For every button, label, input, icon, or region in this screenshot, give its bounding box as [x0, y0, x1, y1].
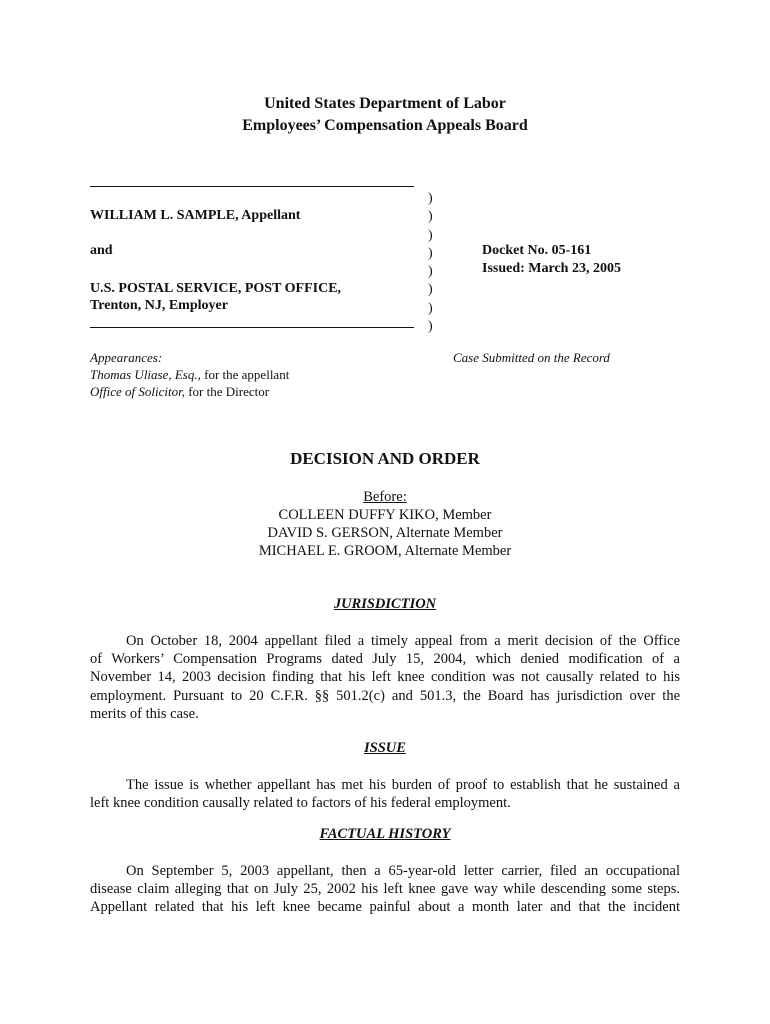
issue-paragraph	[90, 776, 680, 812]
caption-and: and	[90, 243, 113, 258]
appearances-label: Appearances:	[90, 350, 163, 365]
agency-heading: United States Department of Labor	[264, 95, 506, 112]
appellant-rep-role: for the appellant	[200, 367, 290, 382]
before-label: Before:	[363, 489, 407, 505]
paren: )	[428, 191, 433, 206]
board-member: DAVID S. GERSON, Alternate Member	[267, 525, 503, 541]
appellant-representative	[90, 367, 289, 383]
paragraph-line: left knee condition causally related to factors of his federal employment.	[90, 795, 511, 812]
paragraph-line: On October 18, 2004 appellant filed a timely appeal from a merit decision of the Office	[126, 633, 680, 649]
paragraph-line: November 14, 2003 decision finding that his left knee condition was not causally related to his	[90, 669, 680, 686]
factual-history-heading: FACTUAL HISTORY	[319, 826, 451, 842]
paren: )	[428, 245, 433, 261]
paragraph-line: of Workers’ Compensation Programs dated July 15, 2004, which denied modification of a	[90, 651, 680, 668]
director-rep-name: Office of Solicitor,	[90, 384, 185, 399]
employer-line-1: U.S. POSTAL SERVICE, POST OFFICE,	[90, 281, 342, 296]
paragraph-line: employment. Pursuant to 20 C.F.R. §§ 501.2(c) and 501.3, the Board has jurisdiction over the	[90, 687, 680, 704]
caption-top-rule	[90, 186, 414, 187]
paren: )	[428, 300, 433, 316]
board-member: COLLEEN DUFFY KIKO, Member	[278, 507, 492, 523]
jurisdiction-paragraph	[90, 632, 680, 723]
board-member: MICHAEL E. GROOM, Alternate Member	[258, 543, 512, 559]
appellant-name: WILLIAM L. SAMPLE, Appellant	[90, 208, 301, 223]
decision-title: DECISION AND ORDER	[290, 449, 480, 468]
paren: )	[428, 319, 433, 335]
paren: )	[428, 209, 433, 225]
employer-line-2: Trenton, NJ, Employer	[90, 298, 228, 313]
paragraph-line: disease claim alleging that on July 25, 2002 his left knee gave way while descending some steps.	[90, 881, 680, 898]
caption-bottom-rule	[90, 327, 414, 328]
issue-heading: ISSUE	[364, 740, 406, 756]
paragraph-line: merits of this case.	[90, 705, 199, 722]
appellant-rep-name: Thomas Uliase, Esq.,	[90, 367, 201, 382]
director-representative	[90, 384, 269, 400]
paren: )	[428, 264, 433, 280]
paragraph-line: Appellant related that his left knee became painful about a month later and that the incident	[90, 899, 680, 916]
paragraph-line: The issue is whether appellant has met his burden of proof to establish that he sustained a	[126, 777, 680, 793]
record-note: Case Submitted on the Record	[453, 350, 610, 365]
caption-parentheses	[428, 190, 433, 336]
paragraph-line: On September 5, 2003 appellant, then a 65-year-old letter carrier, filed an occupational	[126, 863, 680, 879]
issued-date: Issued: March 23, 2005	[482, 261, 621, 276]
board-heading: Employees’ Compensation Appeals Board	[242, 117, 528, 134]
paren: )	[428, 282, 433, 298]
paren: )	[428, 227, 433, 243]
docket-number: Docket No. 05-161	[482, 243, 592, 258]
factual-history-paragraph	[90, 862, 680, 917]
jurisdiction-heading: JURISDICTION	[333, 596, 437, 612]
director-rep-role: for the Director	[184, 384, 270, 399]
